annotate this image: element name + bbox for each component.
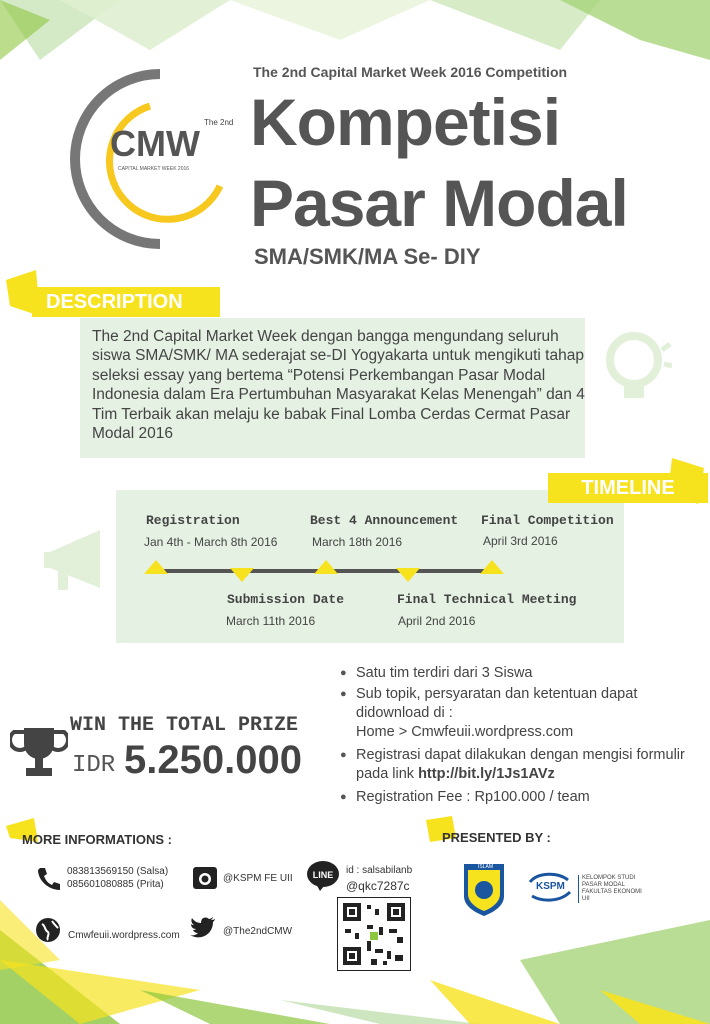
more-info-heading: MORE INFORMATIONS : [22,832,172,847]
phone-number-2: 085601080885 (Prita) [67,879,164,890]
qr-code [337,897,411,971]
info-link-text: Home > Cmwfeuii.wordpress.com [356,724,574,740]
timeline-label-submission: Submission Date [227,592,345,607]
globe-icon [34,916,62,944]
timeline-label-technical: Final Technical Meeting [397,592,577,607]
line-id: id : salsabilanb [346,865,413,876]
timeline-label-best4: Best 4 Announcement [310,513,459,528]
megaphone-icon [40,522,120,602]
uii-seal-text: ISLAM [478,864,494,870]
timeline-date-best4: March 18th 2016 [312,535,403,549]
prize-currency: IDR [72,752,116,779]
lightbulb-icon [602,330,672,410]
twitter-handle: @The2ndCMW [223,926,293,937]
info-item: ● Registration Fee : Rp100.000 / team [340,788,700,807]
registration-link[interactable]: http://bit.ly/1Js1AVz [418,766,555,782]
uii-seal-logo [462,862,506,916]
description-heading: DESCRIPTION [32,287,220,317]
logo-text: CMW [110,123,200,164]
info-list [340,664,700,807]
info-item: ● Satu tim terdiri dari 3 Siswa [340,664,700,683]
competition-subtitle: The 2nd Capital Market Week 2016 Competition [253,64,568,80]
logo-subtitle: CAPITAL MARKET WEEK 2016 [118,166,190,172]
timeline-date-submission: March 11th 2016 [226,614,316,628]
info-item: ● Sub topik, persyaratan dan ketentuan dapat didownload di : Home > Cmwfeuii.wordpress.com [340,685,700,742]
title-line-1: Kompetisi [250,85,561,159]
timeline-label-final: Final Competition [481,513,614,528]
title-line-2: Pasar Modal [250,166,628,240]
instagram-icon [192,866,218,890]
presented-by-heading: PRESENTED BY : [442,830,551,845]
target-audience: SMA/SMK/MA Se- DIY [254,244,481,269]
info-item: ● Registrasi dapat dilakukan dengan mengisi formulir pada link http://bit.ly/1Js1AVz [340,746,700,784]
line-app-icon [306,860,340,892]
kspm-logo-text: KSPM [536,881,565,892]
timeline-date-registration: Jan 4th - March 8th 2016 [144,535,278,549]
trophy-icon [10,726,68,780]
prize-amount: 5.250.000 [124,738,302,782]
svg-text:LINE: LINE [312,870,334,880]
timeline-date-final: April 3rd 2016 [483,534,558,548]
logo-edition: The 2nd [204,118,234,127]
line-id-2: @qkc7287c [346,879,410,893]
twitter-icon [190,916,216,938]
kspm-full-name: KELOMPOK STUDI PASAR MODAL FAKULTAS EKONOMI UII [578,875,646,903]
timeline-heading: TIMELINE [548,473,708,503]
timeline-markers [140,552,520,588]
timeline-label-registration: Registration [146,513,240,528]
phone-number-1: 083813569150 (Salsa) [67,866,169,877]
description-text: The 2nd Capital Market Week dengan bangga mengundang seluruh siswa SMA/SMK/ MA sederajat se-DI Yogyakarta untuk mengikuti tahap seleksi essay yang bertema “Potensi Perkembangan Pasar Modal Indonesia dalam Era Pertumbuhan Masyarakat Kelas Menengah” dan 4 Tim Terbaik akan melaju ke babak Final Lomba Cerdas Cermat Pasar Modal 2016 [92,328,585,443]
prize-label: WIN THE TOTAL PRIZE [70,714,299,737]
instagram-handle: @KSPM FE UII [223,873,293,884]
timeline-date-technical: April 2nd 2016 [398,614,476,628]
website-link[interactable]: Cmwfeuii.wordpress.com [68,930,180,941]
phone-icon [36,866,60,892]
